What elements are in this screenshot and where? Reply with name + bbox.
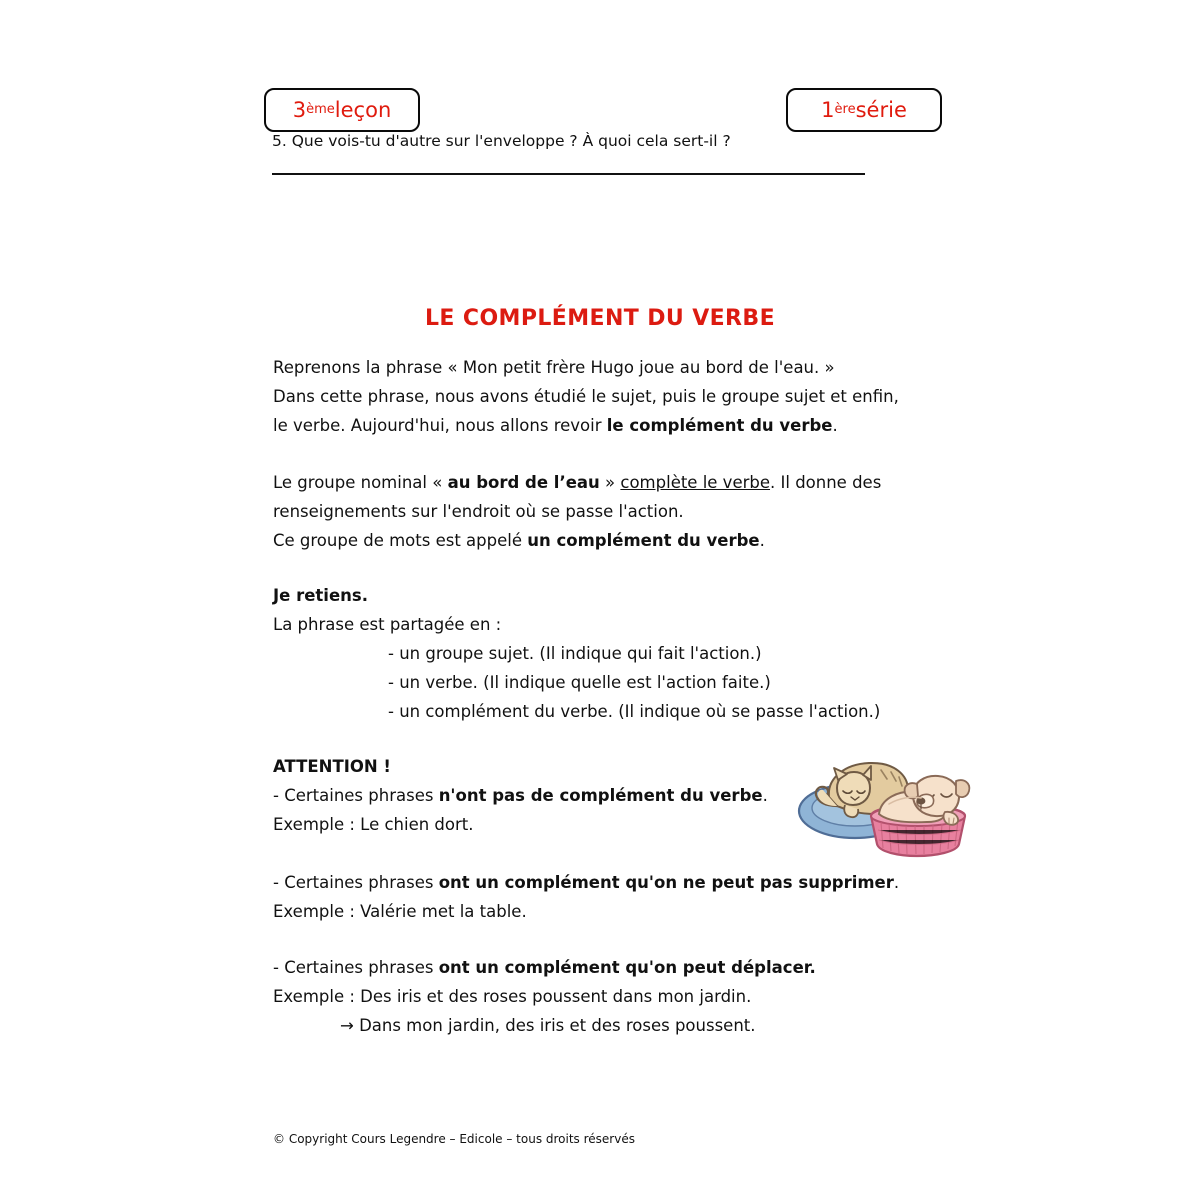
attention-rule-3-emphasis: ont un complément qu'on peut déplacer. — [438, 958, 816, 977]
intro-line-1 — [273, 353, 899, 382]
lesson-badge-number: 3 — [292, 97, 307, 122]
je-retiens-intro: La phrase est partagée en : — [273, 615, 502, 634]
je-retiens-section — [273, 581, 501, 639]
attention-section — [273, 752, 768, 839]
footer-copyright: © Copyright Cours Legendre – Edicole – tous droits réservés — [273, 1132, 635, 1146]
lesson-number-badge: 3 ème leçon — [264, 88, 420, 132]
attention-rule-2-period: . — [893, 873, 900, 892]
gn-line-1 — [273, 468, 881, 497]
intro-paragraph — [273, 353, 899, 440]
attention-rule-2-lead: - Certaines phrases — [273, 873, 439, 892]
gn-line-3-lead: Ce groupe de mots est appelé — [273, 531, 528, 550]
attention-rule-1-example: Exemple : Le chien dort. — [273, 815, 474, 834]
intro-line-3-emphasis: le complément du verbe — [606, 416, 833, 435]
list-item: - un complément du verbe. (Il indique où se passe l'action.) — [388, 702, 881, 721]
attention-rule-3-transform: → Dans mon jardin, des iris et des roses poussent. — [340, 1016, 756, 1035]
groupe-nominal-paragraph — [273, 468, 881, 555]
attention-rule-1-emphasis: n'ont pas de complément du verbe — [438, 786, 763, 805]
attention-rule-3-example: Exemple : Des iris et des roses poussent dans mon jardin. — [273, 987, 752, 1006]
series-badge-label: série — [855, 97, 907, 122]
attention-rule-2 — [273, 868, 899, 897]
series-badge-number: 1 — [821, 97, 835, 122]
intro-line-2 — [273, 382, 899, 411]
gn-line-1-underlined: complète le verbe — [620, 473, 771, 492]
gn-line-1-lead: Le groupe nominal « — [273, 473, 448, 492]
series-number-badge: 1 ère série — [786, 88, 942, 132]
gn-line-1-emphasis: au bord de l’eau — [447, 473, 600, 492]
gn-line-3 — [273, 526, 881, 555]
intro-line-3 — [273, 411, 899, 440]
page-title: LE COMPLÉMENT DU VERBE — [425, 306, 775, 331]
intro-line-2-text: Dans cette phrase, nous avons étudié le sujet, puis le groupe sujet et enfin, — [273, 387, 899, 406]
attention-rule-1-period: . — [762, 786, 768, 805]
intro-line-3-text: le verbe. Aujourd'hui, nous allons revoir — [273, 416, 607, 435]
gn-line-1-quote-close: » — [599, 473, 621, 492]
answer-write-line — [272, 173, 865, 175]
intro-line-3-period: . — [832, 416, 838, 435]
gn-line-3-emphasis: un complément du verbe — [527, 531, 760, 550]
attention-rule-3 — [273, 953, 816, 982]
attention-rule-2-emphasis: ont un complément qu'on ne peut pas supprimer — [438, 873, 894, 892]
attention-rule-2-block — [273, 868, 899, 926]
lesson-badge-label: leçon — [334, 97, 392, 122]
list-item: - un groupe sujet. (Il indique qui fait l'action.) — [388, 644, 762, 663]
gn-line-2-text: renseignements sur l'endroit où se passe l'action. — [273, 502, 684, 521]
je-retiens-list — [388, 639, 880, 726]
attention-rule-3-block — [273, 953, 816, 1011]
gn-line-3-period: . — [759, 531, 765, 550]
attention-rule-2-example: Exemple : Valérie met la table. — [273, 902, 527, 921]
sleeping-pets-illustration — [793, 748, 978, 860]
attention-rule-3-lead: - Certaines phrases — [273, 958, 439, 977]
intro-line-1-text: Reprenons la phrase « Mon petit frère Hugo joue au bord de l'eau. » — [273, 358, 835, 377]
je-retiens-heading: Je retiens. — [273, 586, 368, 605]
gn-line-1-tail: . Il donne des — [770, 473, 882, 492]
attention-rule-1-lead: - Certaines phrases — [273, 786, 439, 805]
previous-exercise-question: 5. Que vois-tu d'autre sur l'enveloppe ? À quoi cela sert-il ? — [272, 132, 731, 150]
list-item: - un verbe. (Il indique quelle est l'action faite.) — [388, 673, 771, 692]
gn-line-2 — [273, 497, 881, 526]
attention-heading: ATTENTION ! — [273, 757, 391, 776]
attention-rule-1 — [273, 781, 768, 810]
